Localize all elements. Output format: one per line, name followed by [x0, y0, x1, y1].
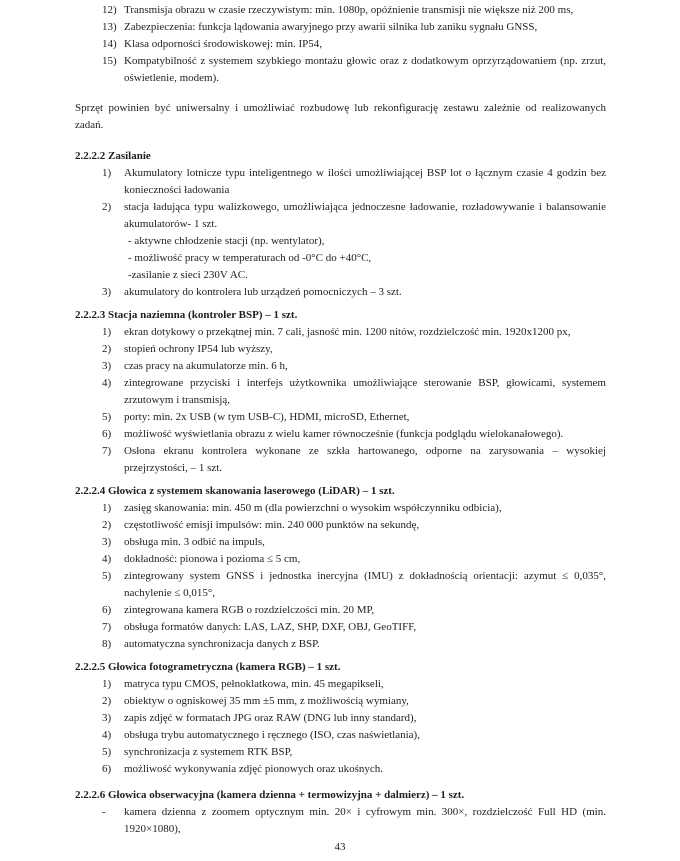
line-text: konieczności ładowania: [124, 184, 230, 196]
line-text: możliwość wyświetlania obrazu z wielu kamer równocześnie (funkcja podglądu wielokanałowego).: [124, 428, 564, 440]
item-line: [75, 460, 606, 477]
item-marker: 4): [102, 377, 112, 389]
item-marker: 4): [102, 729, 112, 741]
list-item: [75, 19, 606, 36]
item-line: [75, 804, 606, 821]
section: [75, 307, 606, 477]
list-item: [75, 36, 606, 53]
line-text: stopień ochrony IP54 lub wyższy,: [124, 343, 273, 355]
list-item: [75, 324, 606, 341]
item-line: [75, 443, 606, 460]
line-text: kamera dzienna z zoomem optycznym min. 20× i cyfrowym min. 300×, rozdzielczość Full HD (min.: [124, 806, 606, 818]
line-text: synchronizacja z systemem RTK BSP,: [124, 746, 293, 758]
line-text: ekran dotykowy o przekątnej min. 7 cali, jasność min. 1200 nitów, rozdzielczość min. 1920x1200 px,: [124, 326, 571, 338]
list-item: [75, 551, 606, 568]
item-marker: 13): [102, 21, 117, 33]
item-marker: 7): [102, 445, 112, 457]
section: [75, 659, 606, 778]
item-marker: 5): [102, 570, 112, 582]
section-heading: 2.2.2.3 Stacja naziemna (kontroler BSP) – 1 szt.: [75, 309, 298, 321]
item-line: [75, 568, 606, 585]
item-line: [75, 636, 606, 653]
list-item: [75, 676, 606, 693]
item-marker: 3): [102, 536, 112, 548]
item-marker: 3): [102, 286, 112, 298]
list-item: [75, 409, 606, 426]
line-text: obsługa trybu automatycznego i ręcznego (ISO, czas naświetlania),: [124, 729, 420, 741]
item-marker: 12): [102, 4, 117, 16]
list-item: [75, 761, 606, 778]
item-line: [75, 341, 606, 358]
section-heading: 2.2.2.5 Głowica fotogrametryczna (kamera RGB) – 1 szt.: [75, 661, 341, 673]
item-marker: 2): [102, 695, 112, 707]
line-text: czas pracy na akumulatorze min. 6 h,: [124, 360, 288, 372]
item-marker: 3): [102, 712, 112, 724]
line-text: możliwość wykonywania zdjęć pionowych oraz ukośnych.: [124, 763, 384, 775]
item-marker: 2): [102, 519, 112, 531]
list-item: [75, 443, 606, 477]
list-item: [75, 341, 606, 358]
list-item: [75, 534, 606, 551]
item-line: [75, 182, 606, 199]
top-list: [75, 2, 606, 87]
item-marker: 7): [102, 621, 112, 633]
line-text: -zasilanie z sieci 230V AC.: [128, 269, 248, 281]
item-line: [75, 710, 606, 727]
item-line: [75, 199, 606, 216]
list-item: [75, 165, 606, 199]
line-text: Transmisja obrazu w czasie rzeczywistym: min. 1080p, opóźnienie transmisji nie większe niż 200 ms,: [124, 4, 574, 16]
item-line: [75, 744, 606, 761]
line-text: Klasa odporności środowiskowej: min. IP54,: [124, 38, 322, 50]
item-marker: 5): [102, 411, 112, 423]
item-marker: 15): [102, 55, 117, 67]
item-line: [75, 426, 606, 443]
item-line: [75, 284, 606, 301]
paragraph: [75, 100, 606, 134]
item-line: [75, 585, 606, 602]
item-marker: 5): [102, 746, 112, 758]
item-line: [75, 2, 606, 19]
item-line: [75, 19, 606, 36]
item-marker: 3): [102, 360, 112, 372]
line-text: porty: min. 2x USB (w tym USB-C), HDMI, microSD, Ethernet,: [124, 411, 410, 423]
section: [75, 483, 606, 653]
line-text: zrzutowym i transmisją,: [124, 394, 231, 406]
line-text: Akumulatory lotnicze typu inteligentnego w ilości umożliwiającej BSP lot o łącznym czasie 4 godzin bez: [124, 167, 606, 179]
list-item: [75, 375, 606, 409]
line-text: zintegrowane przyciski i interfejs użytkownika umożliwiające sterowanie BSP, głowicami, systemem: [124, 377, 606, 389]
section: [75, 787, 606, 838]
line-text: zintegrowana kamera RGB o rozdzielczości min. 20 MP,: [124, 604, 375, 616]
item-marker: 8): [102, 638, 112, 650]
item-marker: -: [102, 806, 106, 818]
line-text: częstotliwość emisji impulsów: min. 240 000 punktów na sekundę,: [124, 519, 420, 531]
line-text: zadań.: [75, 119, 104, 131]
list-item: [75, 53, 606, 87]
item-marker: 14): [102, 38, 117, 50]
list-item: [75, 517, 606, 534]
item-line: [75, 761, 606, 778]
list-item: [75, 727, 606, 744]
item-line: [75, 693, 606, 710]
line-text: oświetlenie, modem).: [124, 72, 220, 84]
list-item: [75, 804, 606, 838]
item-line: [75, 324, 606, 341]
list-item: [75, 602, 606, 619]
line-text: automatyczna synchronizacja danych z BSP.: [124, 638, 320, 650]
section-heading: 2.2.2.6 Głowica obserwacyjna (kamera dzienna + termowizyjna + dalmierz) – 1 szt.: [75, 789, 465, 801]
item-line: [75, 517, 606, 534]
line-text: akumulatorów- 1 szt.: [124, 218, 218, 230]
line-text: stacja ładująca typu walizkowego, umożliwiająca jednoczesne ładowanie, rozładowywanie i balansowanie: [124, 201, 606, 213]
section: [75, 148, 606, 301]
item-line: [75, 53, 606, 70]
item-line: [75, 216, 606, 233]
list-item: [75, 619, 606, 636]
line-text: obiektyw o ogniskowej 35 mm ±5 mm, z możliwością wymiany,: [124, 695, 409, 707]
item-line: [75, 602, 606, 619]
line-text: 1920×1080),: [124, 823, 181, 835]
item-line: [75, 70, 606, 87]
content: [75, 2, 606, 838]
sub-line: [75, 233, 606, 250]
line-text: - aktywne chłodzenie stacji (np. wentylator),: [128, 235, 325, 247]
page-number: 43: [334, 841, 346, 853]
list-item: [75, 744, 606, 761]
list-item: [75, 568, 606, 602]
paragraph-line: [75, 117, 606, 134]
line-text: akumulatory do kontrolera lub urządzeń pomocniczych – 3 szt.: [124, 286, 402, 298]
item-line: [75, 36, 606, 53]
list-item: [75, 636, 606, 653]
list-item: [75, 500, 606, 517]
item-line: [75, 500, 606, 517]
item-line: [75, 375, 606, 392]
line-text: dokładność: pionowa i pozioma ≤ 5 cm,: [124, 553, 301, 565]
item-line: [75, 409, 606, 426]
line-text: Zabezpieczenia: funkcja lądowania awaryjnego przy awarii silnika lub zaniku sygnału GNSS,: [124, 21, 538, 33]
item-line: [75, 165, 606, 182]
list-item: [75, 693, 606, 710]
list-item: [75, 2, 606, 19]
item-marker: 1): [102, 502, 112, 514]
sub-line: [75, 267, 606, 284]
sections: [75, 148, 606, 838]
line-text: zasięg skanowania: min. 450 m (dla powierzchni o wysokim współczynniku odbicia),: [124, 502, 502, 514]
item-marker: 1): [102, 678, 112, 690]
item-line: [75, 619, 606, 636]
line-text: Sprzęt powinien być uniwersalny i umożliwiać rozbudowę lub rekonfigurację zestawu zależnie od realizowanych: [75, 102, 606, 114]
line-text: obsługa formatów danych: LAS, LAZ, SHP, DXF, OBJ, GeoTIFF,: [124, 621, 417, 633]
list-item: [75, 710, 606, 727]
item-line: [75, 727, 606, 744]
item-line: [75, 534, 606, 551]
line-text: Osłona ekranu kontrolera wykonane ze szkła hartowanego, odporne na zarysowania – wysokiej: [124, 445, 606, 457]
line-text: zapis zdjęć w formatach JPG oraz RAW (DNG lub inny standard),: [124, 712, 417, 724]
item-marker: 2): [102, 343, 112, 355]
sub-line: [75, 250, 606, 267]
item-marker: 2): [102, 201, 112, 213]
item-marker: 4): [102, 553, 112, 565]
item-marker: 6): [102, 428, 112, 440]
item-line: [75, 392, 606, 409]
section-heading: 2.2.2.2 Zasilanie: [75, 150, 151, 162]
item-marker: 6): [102, 763, 112, 775]
item-marker: 1): [102, 167, 112, 179]
list-item: [75, 199, 606, 284]
list-item: [75, 358, 606, 375]
line-text: zintegrowany system GNSS i jednostka inercyjna (IMU) z dokładnością orientacji: azymut ≤ 0,035°,: [124, 570, 606, 582]
line-text: obsługa min. 3 odbić na impuls,: [124, 536, 265, 548]
item-line: [75, 358, 606, 375]
item-line: [75, 551, 606, 568]
list-item: [75, 284, 606, 301]
list-item: [75, 426, 606, 443]
line-text: przejrzystości, – 1 szt.: [124, 462, 223, 474]
line-text: - możliwość pracy w temperaturach od -0°C do +40°C,: [128, 252, 372, 264]
line-text: Kompatybilność z systemem szybkiego montażu głowic oraz z dodatkowym oprzyrządowaniem (np. zrzut,: [124, 55, 606, 67]
item-marker: 6): [102, 604, 112, 616]
item-marker: 1): [102, 326, 112, 338]
item-line: [75, 676, 606, 693]
item-line: [75, 821, 606, 838]
line-text: matryca typu CMOS, pełnoklatkowa, min. 45 megapikseli,: [124, 678, 384, 690]
section-heading: 2.2.2.4 Głowica z systemem skanowania laserowego (LiDAR) – 1 szt.: [75, 485, 395, 497]
line-text: nachylenie ≤ 0,015°,: [124, 587, 216, 599]
paragraph-line: [75, 100, 606, 117]
